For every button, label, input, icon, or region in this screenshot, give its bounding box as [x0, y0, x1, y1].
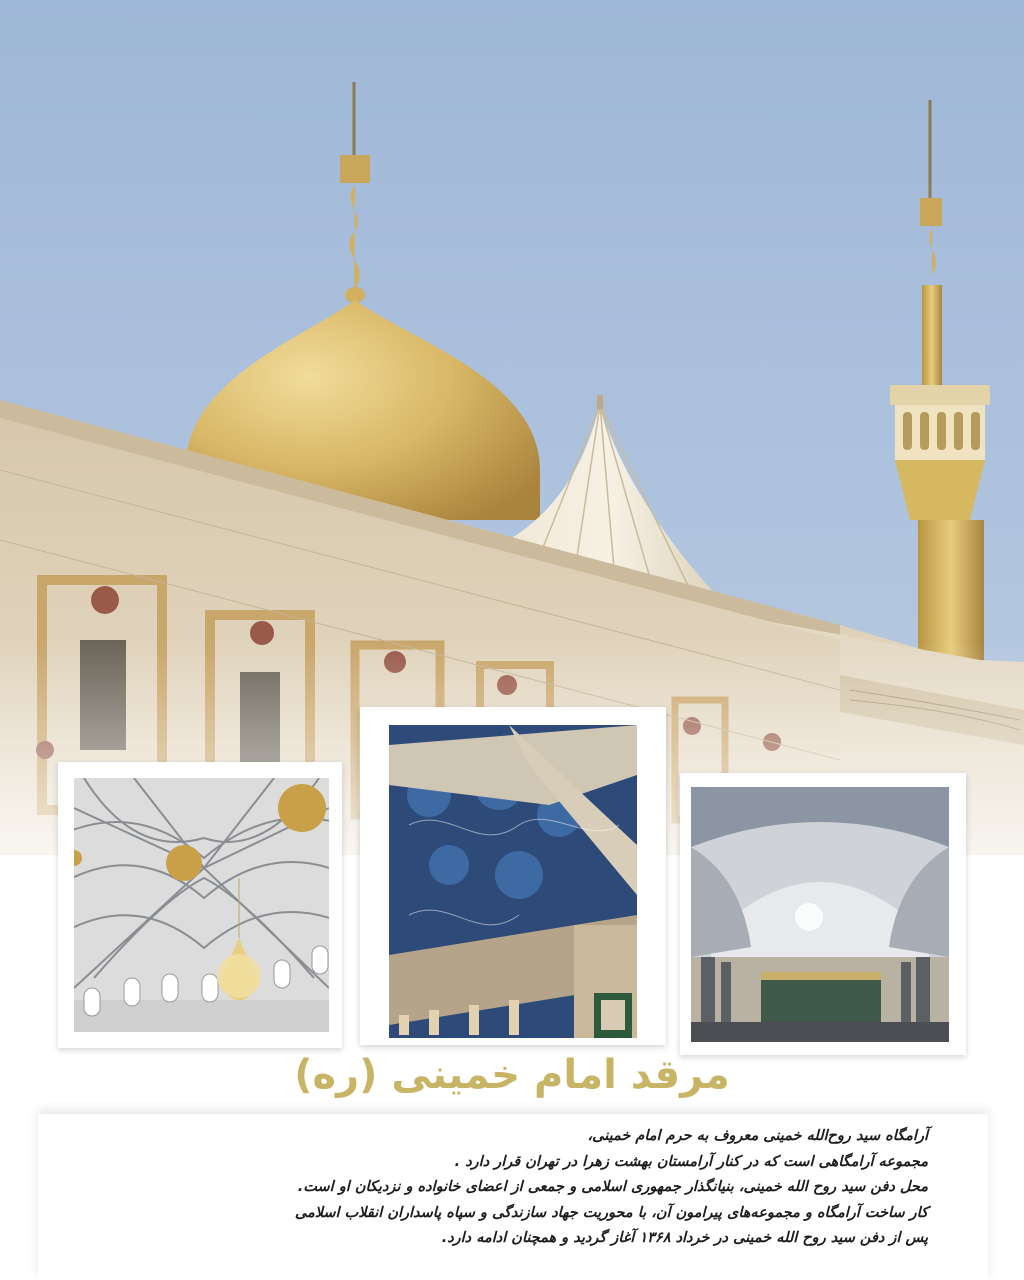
shrine-hall-photo-card [680, 773, 966, 1055]
description-line: پس از دفن سید روح الله خمینی در خرداد ۱۳۶۸ آغاز گردید و همچنان ادامه دارد. [441, 1230, 928, 1246]
ceiling-mosaic-photo-card [360, 707, 666, 1045]
shrine-hall-photo [691, 787, 949, 1042]
description-line: محل دفن سید روح الله خمینی، بنیانگذار جمهوری اسلامی و جمعی از اعضای خانواده و نزدیکان او است. [297, 1179, 928, 1195]
page-title: مرقد امام خمینی (ره) [294, 1052, 730, 1098]
ceiling-mosaic-photo [389, 725, 637, 1038]
dome-interior-photo [74, 778, 329, 1032]
description-line: آرامگاه سید روح‌الله خمینی معروف به حرم امام خمینی، [587, 1128, 928, 1144]
description-line: کار ساخت آرامگاه و مجموعه‌های پیرامون آن، با محوریت جهاد سازندگی و سپاه پاسداران انقلاب اسلامی [294, 1204, 928, 1221]
description-text [228, 1124, 928, 1252]
dome-interior-photo-card [58, 762, 342, 1048]
description-line: مجموعه آرامگاهی است که در کنار آرامستان بهشت زهرا در تهران قرار دارد . [454, 1153, 928, 1170]
description-panel [38, 1114, 988, 1280]
